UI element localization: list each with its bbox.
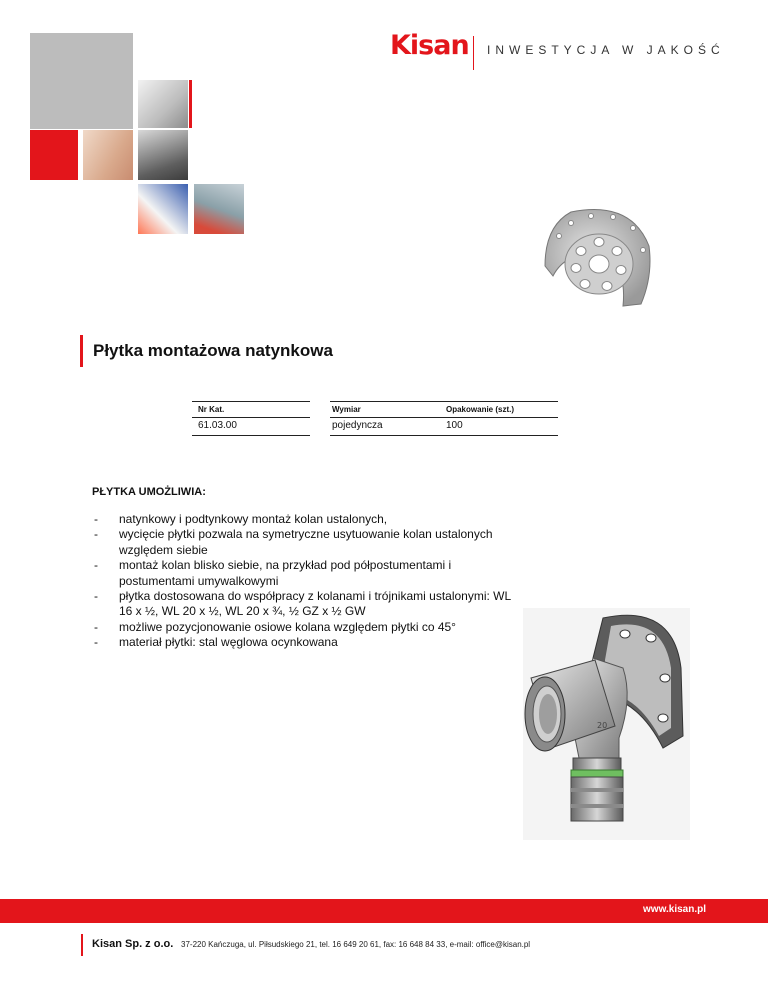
product-title: Płytka montażowa natynkowa xyxy=(93,341,333,360)
list-item xyxy=(94,635,524,650)
list-item xyxy=(94,558,524,589)
collage-photo-fittings xyxy=(83,130,133,180)
cell-catalog-number: 61.03.00 xyxy=(198,420,237,431)
list-bullet: - xyxy=(94,512,98,526)
list-item-text: wycięcie płytki pozwala na symetryczne usytuowanie kolan ustalonych względem siebie xyxy=(119,527,493,557)
website-link[interactable]: www.kisan.pl xyxy=(643,904,706,915)
header-dimension: Wymiar xyxy=(332,405,361,414)
list-item-text: natynkowy i podtynkowy montaż kolan ustalonych, xyxy=(119,512,388,526)
product-image-mounting-plate xyxy=(541,206,653,310)
company-address: 37-220 Kańczuga, ul. Piłsudskiego 21, tel. 16 649 20 61, fax: 16 648 84 33, e-mail: office@kisan.pl xyxy=(181,940,531,949)
list-item xyxy=(94,620,524,635)
list-bullet: - xyxy=(94,558,98,573)
list-item xyxy=(94,589,524,620)
company-name: Kisan Sp. z o.o. xyxy=(92,938,174,950)
product-table xyxy=(192,401,558,436)
list-item-text: materiał płytki: stal węglowa ocynkowana xyxy=(119,635,338,650)
collage-red-line xyxy=(189,80,192,128)
product-image-elbow-on-plate xyxy=(523,608,690,840)
table-row xyxy=(192,418,558,436)
cell-package: 100 xyxy=(446,420,463,431)
list-item-text: możliwe pozycjonowanie osiowe kolana względem płytki co 45° xyxy=(119,619,456,634)
kisan-logo: Kisan xyxy=(390,30,469,61)
header-catalog-number: Nr Kat. xyxy=(198,405,225,414)
features-list xyxy=(94,512,524,651)
features-heading: PŁYTKA UMOŻLIWIA: xyxy=(92,486,206,498)
collage-photo-pipe xyxy=(138,130,188,180)
title-accent-bar xyxy=(80,335,83,367)
list-item xyxy=(94,512,524,527)
table-header xyxy=(192,401,558,418)
svg-text:20: 20 xyxy=(597,721,608,730)
collage-red-tile xyxy=(30,130,78,180)
collage-photo-faucet xyxy=(138,80,188,128)
footer-accent-bar xyxy=(81,934,83,956)
list-item-text: płytka dostosowana do współpracy z kolanami i trójnikami ustalonymi: WL 16 x ½, WL 20 x ½, WL 20 x ¾, ½ GZ x ½ GW xyxy=(119,589,511,619)
cell-dimension: pojedyncza xyxy=(332,420,383,431)
list-item-text: montaż kolan blisko siebie, na przykład pod półpostumentami i postumentami umywalkowymi xyxy=(119,558,452,588)
list-item xyxy=(94,527,524,558)
list-bullet: - xyxy=(94,619,98,634)
list-bullet: - xyxy=(94,527,98,542)
collage-photo-floor-heating xyxy=(194,184,244,234)
logo-separator xyxy=(473,36,474,70)
tagline: INWESTYCJA W JAKOŚĆ xyxy=(487,43,725,57)
header-package: Opakowanie (szt.) xyxy=(446,405,515,414)
list-bullet: - xyxy=(94,635,98,650)
collage-photo-tools xyxy=(138,184,188,234)
collage-gray-tile xyxy=(30,33,133,129)
list-bullet: - xyxy=(94,589,98,604)
